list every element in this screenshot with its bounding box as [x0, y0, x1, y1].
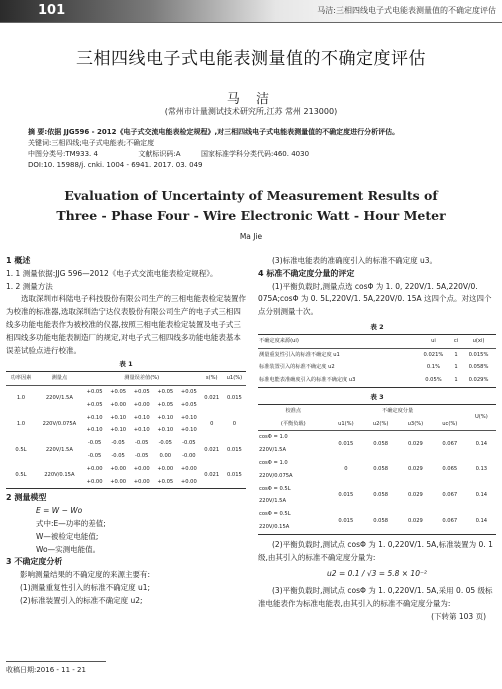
table-row — [258, 508, 496, 534]
english-title — [0, 186, 502, 226]
section-3-heading: 3 不确定度分析 — [6, 557, 63, 567]
table-3-header: 校准点 — [285, 407, 302, 414]
table-2 — [258, 334, 496, 388]
table-1-cell: +0.00 — [86, 465, 103, 472]
table-1-cell: +0.10 — [110, 427, 127, 434]
table-1-cell: 0.5L — [15, 446, 27, 453]
table-1-cell: +0.05 — [86, 388, 103, 395]
table-3-header: U(%) — [474, 414, 488, 421]
uncertainty-source-2: (2)标准装置引入的标准不确定度 u2; — [20, 595, 143, 605]
paper-author: 马 洁 — [226, 92, 276, 107]
table-row — [6, 385, 246, 398]
table-2-cell: 标准电能表准确度引入的标准不确定度 u3 — [259, 377, 356, 384]
table-1-cell: +0.10 — [110, 414, 127, 421]
table-1-cell: 0.015 — [226, 446, 242, 453]
table-1-cell: 1.0 — [16, 420, 26, 427]
table-row — [258, 361, 496, 374]
table-1-cell: -0.05 — [158, 440, 172, 447]
table-3-cell: 0.067 — [442, 517, 458, 524]
table-1-cell: -0.00 — [182, 452, 196, 459]
classification-line — [28, 149, 488, 160]
table-3-cell: 0.029 — [407, 491, 423, 498]
table-3-subheader: u3(%) — [407, 420, 424, 427]
table-2-cell: 0.058% — [468, 364, 489, 371]
table-2-cell: 0.021% — [423, 351, 444, 358]
section-1-2-text: 选取深圳市科陆电子科技股份有限公司生产的三相电能表检定装置作为校准的标准器,选取深圳浩宁达仪表股份有限公司生产的电子式三相四线多功能电能表作为被校准的仪器,按照三相电能表检定装置及电子式三相四线多功能电能表制造厂的规定,对电子式三相四线多功能电能表基本误差试验点进行校准。 — [6, 294, 246, 355]
table-1-cell: -0.05 — [87, 452, 102, 459]
table-1-cell: +0.10 — [180, 427, 197, 434]
table-1-cell: 0.021 — [204, 395, 220, 402]
table-2-cell: 0.05% — [425, 377, 442, 384]
table-3-cell: 0.13 — [475, 466, 488, 473]
table-row — [258, 483, 496, 509]
table-3-subheader: uc(%) — [442, 420, 458, 427]
table-row — [6, 463, 246, 476]
table-2-caption: 表 2 — [370, 322, 384, 331]
table-2-cell: 1 — [454, 364, 458, 371]
table-3 — [258, 404, 496, 535]
table-3-cell: 0 — [344, 466, 348, 473]
model-def-2: W—被检定电能值; — [36, 531, 99, 541]
table-1-cell: 0.015 — [226, 395, 242, 402]
table-3-cell: 0.058 — [373, 440, 389, 447]
table-1-cell: 0.021 — [204, 472, 220, 479]
table-2-header: ci — [453, 337, 459, 344]
table-3-header: 不确定度分量 — [382, 407, 414, 414]
paper-title: 三相四线电子式电能表测量值的不确定度评估 — [76, 49, 426, 69]
table-3-cell: 0.058 — [373, 517, 389, 524]
table-2-cell: 标准装置引入的标准不确定度 u2 — [259, 364, 335, 371]
table-1 — [6, 371, 246, 489]
table-2-header: ui — [431, 337, 436, 344]
table-1-header: s(%) — [205, 375, 218, 382]
table-1-cell: +0.00 — [110, 465, 127, 472]
table-3-cell: 0.067 — [442, 491, 458, 498]
table-1-cell: +0.05 — [157, 478, 174, 485]
model-def-3: Wo—实测电能值。 — [36, 544, 101, 554]
table-1-cell: +0.10 — [133, 414, 150, 421]
table-3-cell: 0.015 — [338, 440, 354, 447]
table-2-cell: 0.029% — [468, 377, 489, 384]
table-1-cell: 220V/1.5A — [45, 446, 73, 453]
table-3-cell — [258, 508, 328, 534]
table-3-subheader: (平衡负载) — [280, 420, 306, 427]
table-2-cell: 1 — [454, 351, 458, 358]
table-1-cell: 0.021 — [204, 446, 220, 453]
table-1-caption: 表 1 — [119, 360, 133, 369]
section-4-3-text: (3)平衡负载时,测试点 cosΦ 为 1. 0,220V/1. 5A,采用 0. 05 级标准电能表作为标准电能表,由其引入的标准不确定度分量为: — [258, 586, 493, 608]
received-date: 收稿日期:2016 - 11 - 21 — [6, 666, 86, 674]
table-row — [258, 374, 496, 387]
table-1-cell: -0.05 — [135, 452, 149, 459]
table-3-cell — [258, 431, 328, 457]
table-3-cell: 0.065 — [442, 466, 458, 473]
table-2-header: 不确定度来源(ui) — [259, 337, 299, 344]
table-3-cell: 0.029 — [407, 440, 423, 447]
subject-code: 国家标准学科分类代码:460. 4030 — [201, 150, 310, 158]
table-1-cell: +0.05 — [180, 388, 197, 395]
table-3-subheader: u2(%) — [372, 420, 389, 427]
table-1-cell: +0.00 — [86, 478, 103, 485]
table-3-cell: 0.058 — [373, 466, 389, 473]
table-row — [258, 348, 496, 361]
header-rule — [0, 22, 502, 23]
table-2-cell: 0.015% — [468, 351, 489, 358]
section-2-heading: 2 测量模型 — [6, 493, 47, 503]
english-author: Ma Jie — [239, 232, 263, 241]
table-1-cell: +0.00 — [110, 401, 127, 408]
section-4-heading: 4 标准不确定度分量的评定 — [258, 268, 355, 278]
table-1-cell: -0.05 — [87, 440, 102, 447]
table-row — [258, 457, 496, 483]
footnote-rule — [6, 661, 106, 662]
table-1-cell: +0.00 — [110, 478, 127, 485]
table-3-point-load: 220V/1.5A — [259, 498, 286, 505]
table-1-cell: +0.00 — [133, 401, 150, 408]
table-3-cell — [258, 457, 328, 483]
table-1-cell: +0.10 — [157, 414, 174, 421]
table-1-cell: +0.05 — [133, 388, 150, 395]
table-1-header: 功率因素 — [10, 375, 32, 382]
table-3-point-pf: cosΦ = 1.0 — [259, 434, 288, 441]
table-1-cell: +0.05 — [180, 401, 197, 408]
english-title-line-1: Evaluation of Uncertainty of Measurement Results of — [64, 188, 438, 203]
table-1-cell: +0.10 — [157, 427, 174, 434]
table-3-cell — [258, 483, 328, 509]
table-3-cell: 0.058 — [373, 491, 389, 498]
table-1-cell: +0.05 — [110, 388, 127, 395]
table-1-cell: +0.10 — [133, 427, 150, 434]
table-1-cell: -0.05 — [111, 440, 125, 447]
table-1-cell: -0.05 — [111, 452, 125, 459]
keywords: 关键词:三相四线;电子式电能表;不确定度 — [28, 139, 155, 147]
table-1-cell: -0.05 — [182, 440, 196, 447]
table-3-subheader: u1(%) — [338, 420, 354, 427]
table-1-cell: 0.015 — [226, 472, 242, 479]
table-1-cell: +0.10 — [86, 427, 103, 434]
section-1-1: 1. 1 测量依据:JJG 596—2012《电子式交流电能表检定规程》。 — [6, 268, 218, 278]
table-2-cell: 0.1% — [426, 364, 441, 371]
table-3-cell: 0.14 — [475, 440, 488, 447]
table-row — [6, 437, 246, 450]
table-3-point-pf: cosΦ = 0.5L — [259, 485, 291, 492]
table-3-cell: 0.029 — [407, 517, 423, 524]
table-1-header: 测量点 — [51, 375, 68, 382]
model-equation: E = W − Wo — [36, 506, 83, 516]
table-1-cell: +0.05 — [157, 388, 174, 395]
table-1-cell: 220V/1.5A — [45, 395, 73, 402]
section-4-text: (1)平衡负载时,测量点选 cosΦ 为 1. 0, 220V/1. 5A,220V/0. 075A;cosΦ 为 0. 5L,220V/1. 5A,220V/0. 15A 这四个点。对这四个点分别测量十次。 — [258, 281, 492, 317]
table-1-cell: 1.0 — [16, 395, 26, 402]
right-column — [258, 255, 496, 624]
table-3-cell: 0.14 — [475, 517, 488, 524]
table-3-point-load: 220V/0.075A — [259, 472, 293, 479]
table-3-point-pf: cosΦ = 0.5L — [259, 511, 291, 518]
table-1-header: u1(%) — [226, 375, 243, 382]
table-3-point-load: 220V/0.15A — [259, 523, 290, 530]
table-3-cell: 0.029 — [407, 466, 423, 473]
table-3-point-load: 220V/1.5A — [259, 447, 286, 454]
table-1-cell: 0.00 — [159, 452, 172, 459]
table-1-cell: 0.5L — [15, 472, 27, 479]
table-1-cell: 0 — [210, 420, 214, 427]
u2-equation: u2 = 0.1 / √3 = 5.8 × 10⁻² — [327, 569, 427, 579]
uncertainty-source-3: (3)标准电能表的准确度引入的标准不确定度 u3。 — [272, 256, 438, 265]
doi: DOI:10. 15988/j. cnki. 1004 - 6941. 2017. 03. 049 — [28, 161, 203, 169]
table-3-cell: 0.067 — [442, 440, 458, 447]
table-1-cell: +0.00 — [180, 478, 197, 485]
table-3-cell: 0.14 — [475, 491, 488, 498]
section-4-2-text: (2)平衡负载时,测试点 cosΦ 为 1. 0,220V/1. 5A,标准装置为 0. 1 级,由其引入的标准不确定度分量为: — [258, 539, 493, 562]
table-1-cell: +0.10 — [180, 414, 197, 421]
table-1-cell: +0.10 — [86, 414, 103, 421]
table-1-cell: +0.00 — [133, 478, 150, 485]
table-3-cell: 0.015 — [338, 491, 354, 498]
table-1-cell: +0.00 — [180, 465, 197, 472]
clc-code: 中图分类号:TM933. 4 — [28, 150, 98, 158]
table-3-point-pf: cosΦ = 1.0 — [259, 459, 288, 466]
continued-note: (下转第 103 页) — [431, 611, 486, 621]
page-number: 101 — [38, 3, 66, 18]
table-1-cell: +0.05 — [86, 401, 103, 408]
table-2-header: u(xi) — [472, 337, 485, 344]
document-code: 文献标识码:A — [138, 150, 181, 158]
table-1-header: 测量误差值(%) — [124, 375, 160, 382]
table-3-caption: 表 3 — [370, 392, 384, 401]
running-title: 马洁:三相四线电子式电能表测量值的不确定度评估 — [317, 6, 496, 15]
table-row — [258, 431, 496, 457]
abstract: 摘 要:依据 JJG596 - 2012《电子式交流电能表检定规程》,对三相四线电子式电能表测量值的不确定度进行分析评估。 — [28, 128, 400, 136]
table-2-cell: 1 — [454, 377, 458, 384]
table-1-cell: +0.00 — [157, 465, 174, 472]
table-1-cell: +0.00 — [133, 465, 150, 472]
table-1-cell: -0.05 — [135, 440, 149, 447]
section-1-2-heading: 1. 2 测量方法 — [6, 281, 53, 291]
table-1-cell: 0 — [232, 420, 237, 427]
section-1-heading: 1 概述 — [6, 256, 31, 265]
model-def-1: 式中:E—功率的差值; — [36, 518, 106, 528]
table-1-cell: 220V/0.15A — [44, 472, 75, 479]
left-column — [6, 255, 246, 608]
table-2-cell: 测量重复性引入的标准不确定度 u1 — [259, 351, 340, 358]
english-title-line-2: Three - Phase Four - Wire Electronic Watt - Hour Meter — [56, 208, 446, 223]
table-row — [6, 412, 246, 425]
table-1-cell: +0.05 — [157, 401, 174, 408]
uncertainty-source-1: (1)测量重复性引入的标准不确定度 u1; — [20, 582, 151, 592]
section-3-text: 影响测量结果的不确定度的来源主要有: — [20, 570, 151, 580]
table-1-cell: 220V/0.075A — [42, 420, 77, 427]
affiliation: (常州市计量测试技术研究所,江苏 常州 213000) — [164, 107, 338, 116]
table-3-cell: 0.015 — [338, 517, 354, 524]
